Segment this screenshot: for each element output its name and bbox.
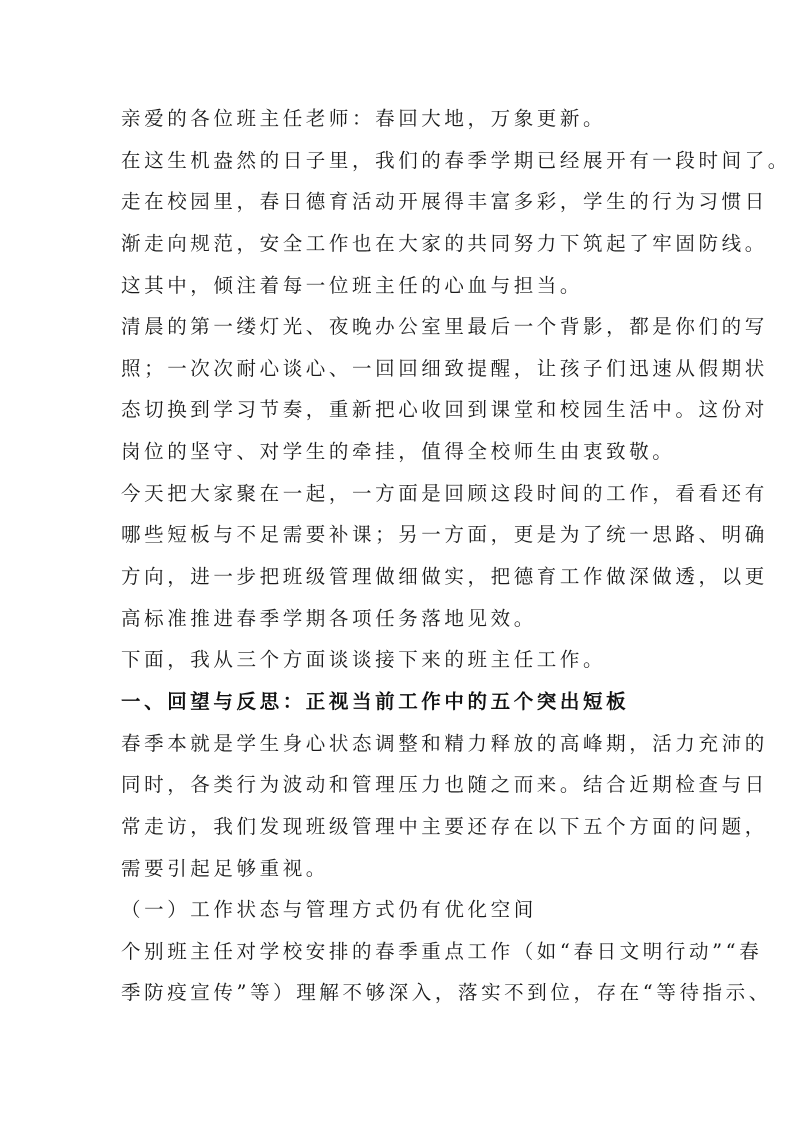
paragraph-line: 哪些短板与不足需要补课；另一方面，更是为了统一思路、明确: [121, 523, 768, 547]
paragraph-line: 岗位的坚守、对学生的牵挂，值得全校师生由衷致敬。: [121, 440, 676, 464]
section-heading: 一、回望与反思：正视当前工作中的五个突出短板: [121, 689, 630, 713]
paragraph-line: 高标准推进春季学期各项任务落地见效。: [121, 606, 537, 630]
document-page: [121, 98, 791, 1014]
paragraph-line: 照；一次次耐心谈心、一回回细致提醒，让孩子们迅速从假期状: [121, 356, 768, 380]
paragraph-line: 下面，我从三个方面谈谈接下来的班主任工作。: [121, 648, 607, 672]
paragraph-line: 渐走向规范，安全工作也在大家的共同努力下筑起了牢固防线。: [121, 231, 768, 255]
paragraph-line: 春季本就是学生身心状态调整和精力释放的高峰期，活力充沛的: [121, 731, 768, 755]
paragraph-line: 走在校园里，春日德育活动开展得丰富多彩，学生的行为习惯日: [121, 190, 768, 214]
greeting-line: 亲爱的各位班主任老师：春回大地，万象更新。: [121, 107, 607, 130]
paragraph-line: 常走访，我们发现班级管理中主要还存在以下五个方面的问题，: [121, 814, 768, 838]
paragraph-line: 季防疫宣传”等）理解不够深入，落实不到位，存在“等待指示、: [121, 981, 772, 1005]
paragraph-line: 方向，进一步把班级管理做细做实，把德育工作做深做透，以更: [121, 565, 768, 589]
paragraph-line: 同时，各类行为波动和管理压力也随之而来。结合近期检查与日: [121, 773, 768, 797]
paragraph-line: 今天把大家聚在一起，一方面是回顾这段时间的工作，看看还有: [121, 481, 768, 505]
paragraph-line: 个别班主任对学校安排的春季重点工作（如“春日文明行动”“春: [121, 939, 763, 963]
paragraph-line: 这其中，倾注着每一位班主任的心血与担当。: [121, 273, 584, 297]
paragraph-line: 需要引起足够重视。: [121, 856, 329, 880]
paragraph-line: 清晨的第一缕灯光、夜晚办公室里最后一个背影，都是你们的写: [121, 315, 768, 339]
paragraph-line: 态切换到学习节奏，重新把心收回到课堂和校园生活中。这份对: [121, 398, 768, 422]
paragraph-line: 在这生机盎然的日子里，我们的春季学期已经展开有一段时间了。: [121, 148, 791, 172]
subsection-heading: （一）工作状态与管理方式仍有优化空间: [121, 898, 537, 922]
